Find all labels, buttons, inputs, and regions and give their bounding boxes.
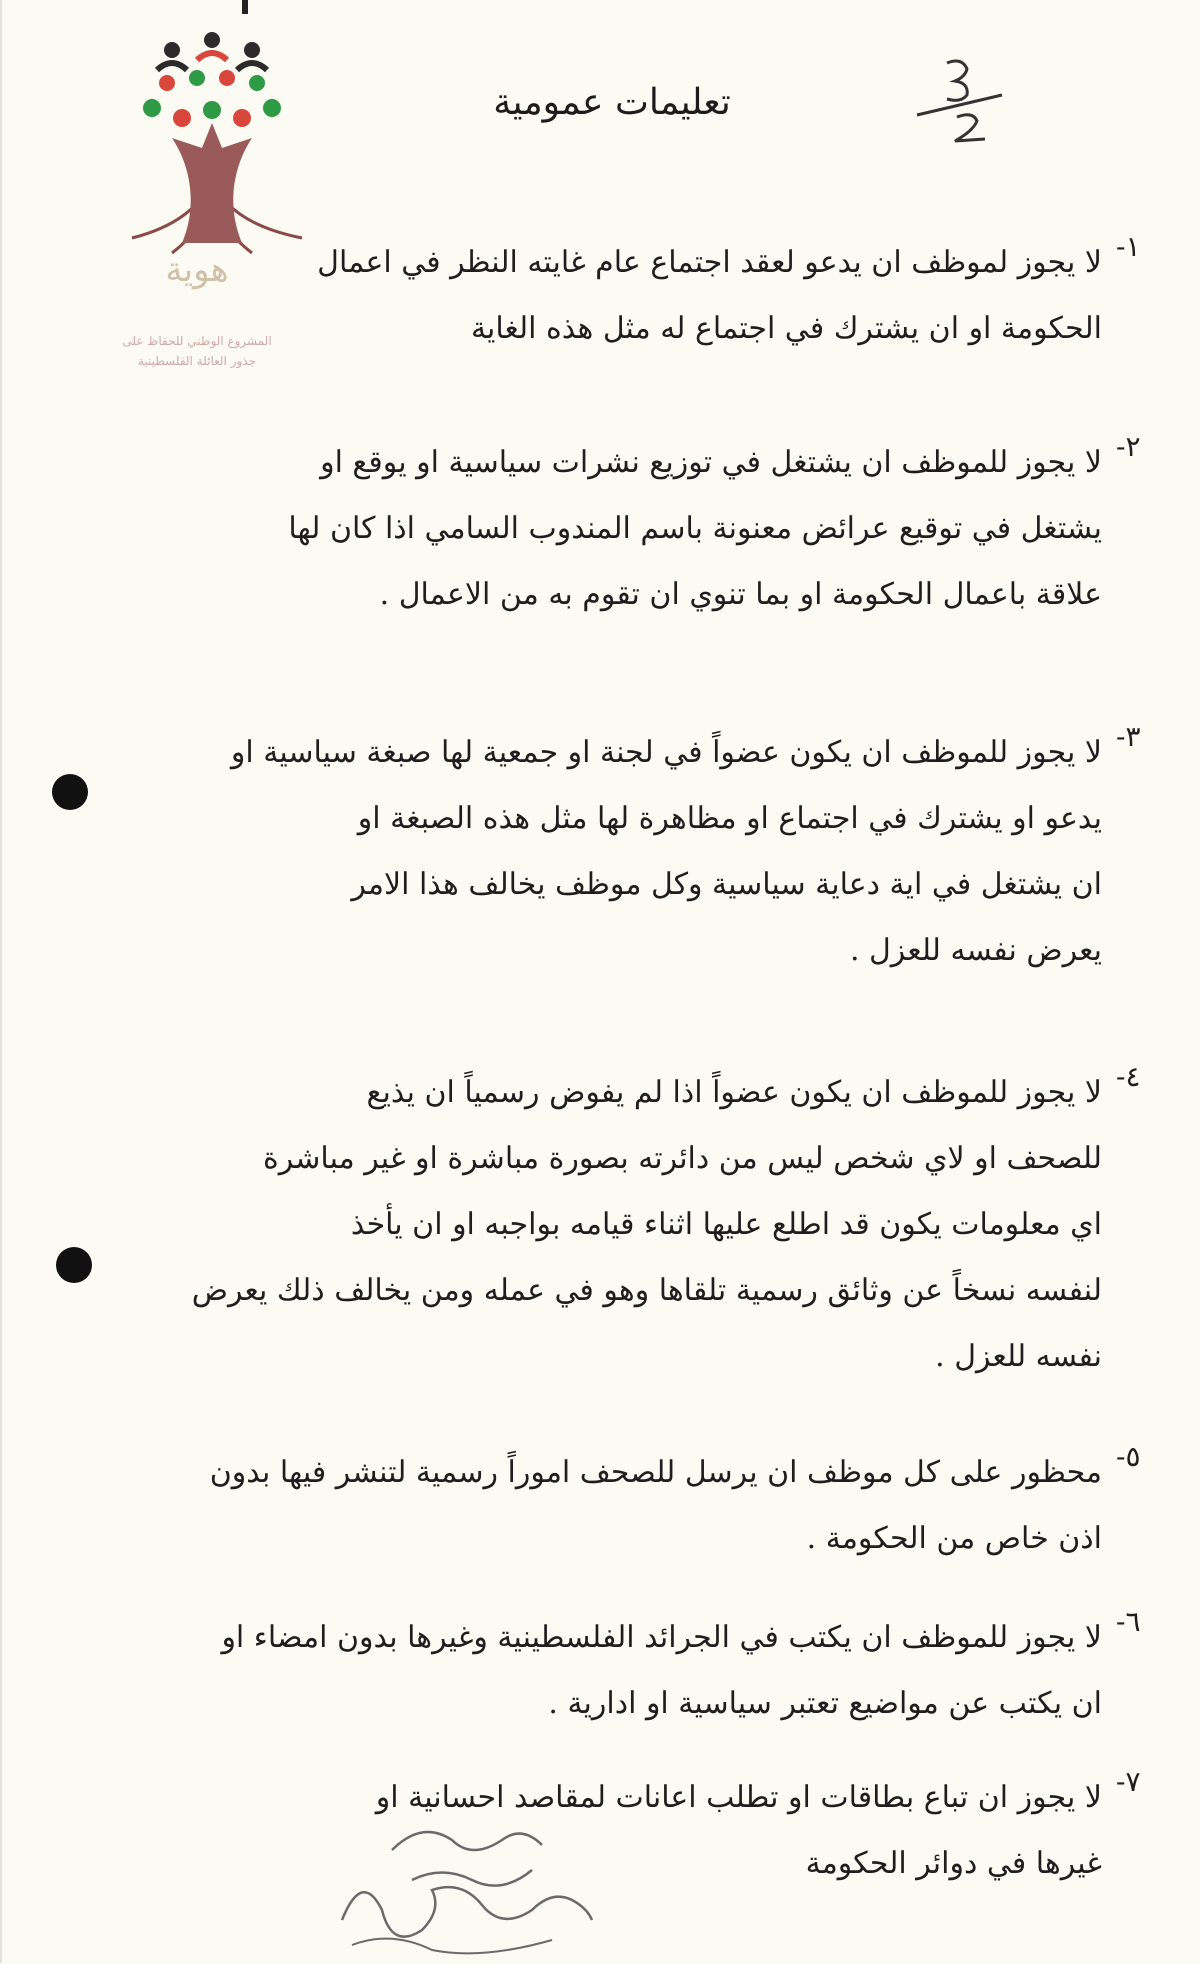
- item-line: يعرض نفسه للعزل .: [849, 933, 1102, 968]
- page-title: تعليمات عمومية: [493, 82, 731, 123]
- tree-logo-icon: [112, 28, 312, 268]
- item-number: ١-: [1116, 230, 1141, 263]
- list-item: [209, 1440, 1141, 1572]
- item-line: لا يجوز للموظف ان يكتب في الجرائد الفلسطينية وغيرها بدون امضاء او: [221, 1620, 1102, 1655]
- margin-dot: [52, 774, 88, 810]
- item-line: ان يشتغل في اية دعاية سياسية وكل موظف يخالف هذا الامر: [351, 867, 1102, 902]
- item-line: للصحف او لاي شخص ليس من دائرته بصورة مباشرة او غير مباشرة: [263, 1141, 1102, 1176]
- item-line: لنفسه نسخاً عن وثائق رسمية تلقاها وهو في عمله ومن يخالف ذلك يعرض: [191, 1273, 1102, 1308]
- corner-mark: [242, 0, 248, 14]
- list-item: [288, 430, 1141, 628]
- item-number: ٢-: [1116, 430, 1141, 463]
- item-number: ٣-: [1116, 720, 1141, 753]
- item-number: ٦-: [1116, 1605, 1141, 1638]
- item-line: لا يجوز ان تباع بطاقات او تطلب اعانات لمقاصد احسانية او: [375, 1780, 1102, 1815]
- list-item: [317, 230, 1141, 362]
- item-line: لا يجوز للموظف ان يكون عضواً اذا لم يفوض رسمياً ان يذيع: [366, 1075, 1102, 1110]
- item-line: الحكومة او ان يشترك في اجتماع له مثل هذه الغاية: [470, 311, 1102, 346]
- signature: [332, 1810, 602, 1960]
- page-number-fraction-icon: [907, 55, 1017, 145]
- signature-scribble-icon: [332, 1810, 602, 1960]
- heritage-logo: [112, 28, 312, 368]
- logo-name: هوية: [165, 250, 229, 290]
- item-line: اذن خاص من الحكومة .: [806, 1521, 1102, 1556]
- item-line: يشتغل في توقيع عرائض معنونة باسم المندوب السامي اذا كان لها: [288, 511, 1102, 546]
- item-line: لا يجوز للموظف ان يشتغل في توزيع نشرات سياسية او يوقع او: [320, 445, 1102, 480]
- list-item: [191, 1060, 1141, 1390]
- logo-subtitle-line1: المشروع الوطني للحفاظ على: [122, 334, 272, 348]
- item-line: علاقة باعمال الحكومة او بما تنوي ان تقوم به من الاعمال .: [379, 577, 1102, 612]
- item-line: لا يجوز للموظف ان يكون عضواً في لجنة او جمعية لها صبغة سياسية او: [230, 735, 1102, 770]
- page-number: [907, 55, 1017, 145]
- item-number: ٥-: [1116, 1440, 1141, 1473]
- item-line: يدعو او يشترك في اجتماع او مظاهرة لها مثل هذه الصبغة او: [357, 801, 1102, 836]
- logo-subtitle-line2: جذور العائلة الفلسطينية: [138, 354, 256, 368]
- list-item: [221, 1605, 1141, 1737]
- margin-dot: [56, 1247, 92, 1283]
- item-line: غيرها في دوائر الحكومة: [805, 1846, 1102, 1881]
- item-number: ٤-: [1116, 1060, 1141, 1093]
- item-number: ٧-: [1116, 1765, 1141, 1798]
- item-line: نفسه للعزل .: [935, 1339, 1102, 1374]
- item-line: محظور على كل موظف ان يرسل للصحف اموراً رسمية لتنشر فيها بدون: [209, 1455, 1102, 1490]
- item-line: ان يكتب عن مواضيع تعتبر سياسية او ادارية .: [548, 1686, 1102, 1721]
- item-line: اي معلومات يكون قد اطلع عليها اثناء قيامه بواجبه او ان يأخذ: [350, 1207, 1102, 1242]
- list-item: [230, 720, 1141, 984]
- item-line: لا يجوز لموظف ان يدعو لعقد اجتماع عام غايته النظر في اعمال: [317, 245, 1102, 280]
